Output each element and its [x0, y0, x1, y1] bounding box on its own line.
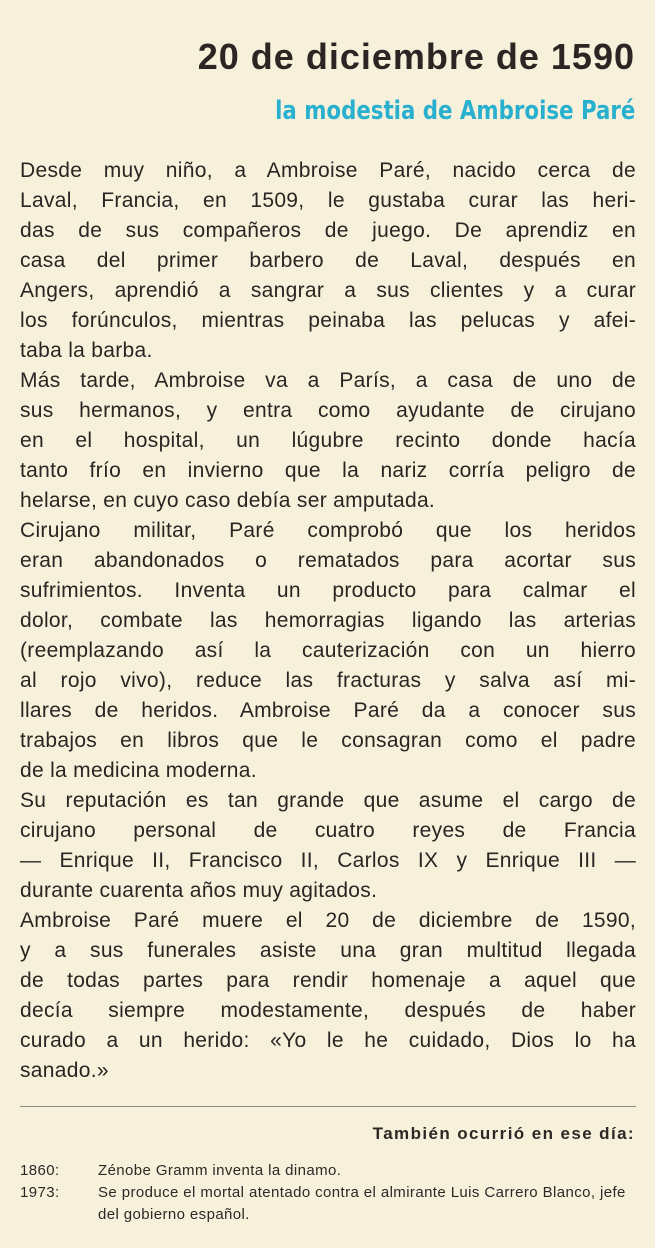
- page-subtitle: la modestia de Ambroise Paré: [274, 96, 635, 126]
- body-line: taba la barba.: [20, 339, 153, 362]
- body-line: sus hermanos, y entra como ayudante de cirujano: [20, 399, 636, 422]
- body-line: dolor, combate las hemorragias ligando las arterias: [20, 609, 636, 632]
- body-line: Su reputación es tan grande que asume el cargo de: [20, 789, 636, 812]
- body-line: Laval, Francia, en 1509, le gustaba curar las heri-: [20, 189, 636, 212]
- body-line: tanto frío en invierno que la nariz corría peligro de: [20, 459, 636, 482]
- events-list: [20, 1160, 636, 1226]
- event-item: [20, 1160, 636, 1182]
- event-text: Se produce el mortal atentado contra el almirante Luis Carrero Blanco, jefe del gobierno español.: [98, 1184, 626, 1223]
- section-divider: [20, 1106, 636, 1107]
- also-heading: También ocurrió en ese día:: [372, 1124, 635, 1143]
- body-line: curado a un herido: «Yo le he cuidado, Dios lo ha: [20, 1029, 636, 1052]
- body-line: cirujano personal de cuatro reyes de Francia: [20, 819, 636, 842]
- body-line: sufrimientos. Inventa un producto para calmar el: [20, 579, 636, 602]
- body-line: helarse, en cuyo caso debía ser amputada.: [20, 489, 436, 512]
- body-line: trabajos en libros que le consagran como el padre: [20, 729, 636, 752]
- event-year: 1973:: [20, 1184, 60, 1201]
- page-title: 20 de diciembre de 1590: [197, 36, 635, 77]
- body-line: — Enrique II, Francisco II, Carlos IX y Enrique III —: [20, 849, 636, 872]
- body-line: Cirujano militar, Paré comprobó que los heridos: [20, 519, 636, 542]
- body-line: de todas partes para rendir homenaje a aquel que: [20, 969, 636, 992]
- article-body: [20, 156, 636, 1086]
- body-line: Angers, aprendió a sangrar a sus clientes y a curar: [20, 279, 636, 302]
- event-year: 1860:: [20, 1162, 60, 1179]
- body-line: (reemplazando así la cauterización con un hierro: [20, 639, 636, 662]
- body-line: al rojo vivo), reduce las fracturas y salva así mi-: [20, 669, 636, 692]
- body-line: decía siempre modestamente, después de haber: [20, 999, 636, 1022]
- body-line: Ambroise Paré muere el 20 de diciembre de 1590,: [20, 909, 636, 932]
- body-line: y a sus funerales asiste una gran multitud llegada: [20, 939, 636, 962]
- event-item: [20, 1182, 636, 1226]
- body-line: llares de heridos. Ambroise Paré da a conocer sus: [20, 699, 636, 722]
- body-line: das de sus compañeros de juego. De aprendiz en: [20, 219, 636, 242]
- body-line: Más tarde, Ambroise va a París, a casa de uno de: [20, 369, 636, 392]
- body-line: sanado.»: [20, 1059, 109, 1082]
- body-line: eran abandonados o rematados para acortar sus: [20, 549, 636, 572]
- body-line: durante cuarenta años muy agitados.: [20, 879, 378, 902]
- body-line: casa del primer barbero de Laval, después en: [20, 249, 636, 272]
- body-line: de la medicina moderna.: [20, 759, 257, 782]
- event-text: Zénobe Gramm inventa la dinamo.: [98, 1162, 342, 1179]
- body-line: Desde muy niño, a Ambroise Paré, nacido cerca de: [20, 159, 636, 182]
- body-line: los forúnculos, mientras peinaba las pelucas y afei-: [20, 309, 636, 332]
- body-line: en el hospital, un lúgubre recinto donde hacía: [20, 429, 636, 452]
